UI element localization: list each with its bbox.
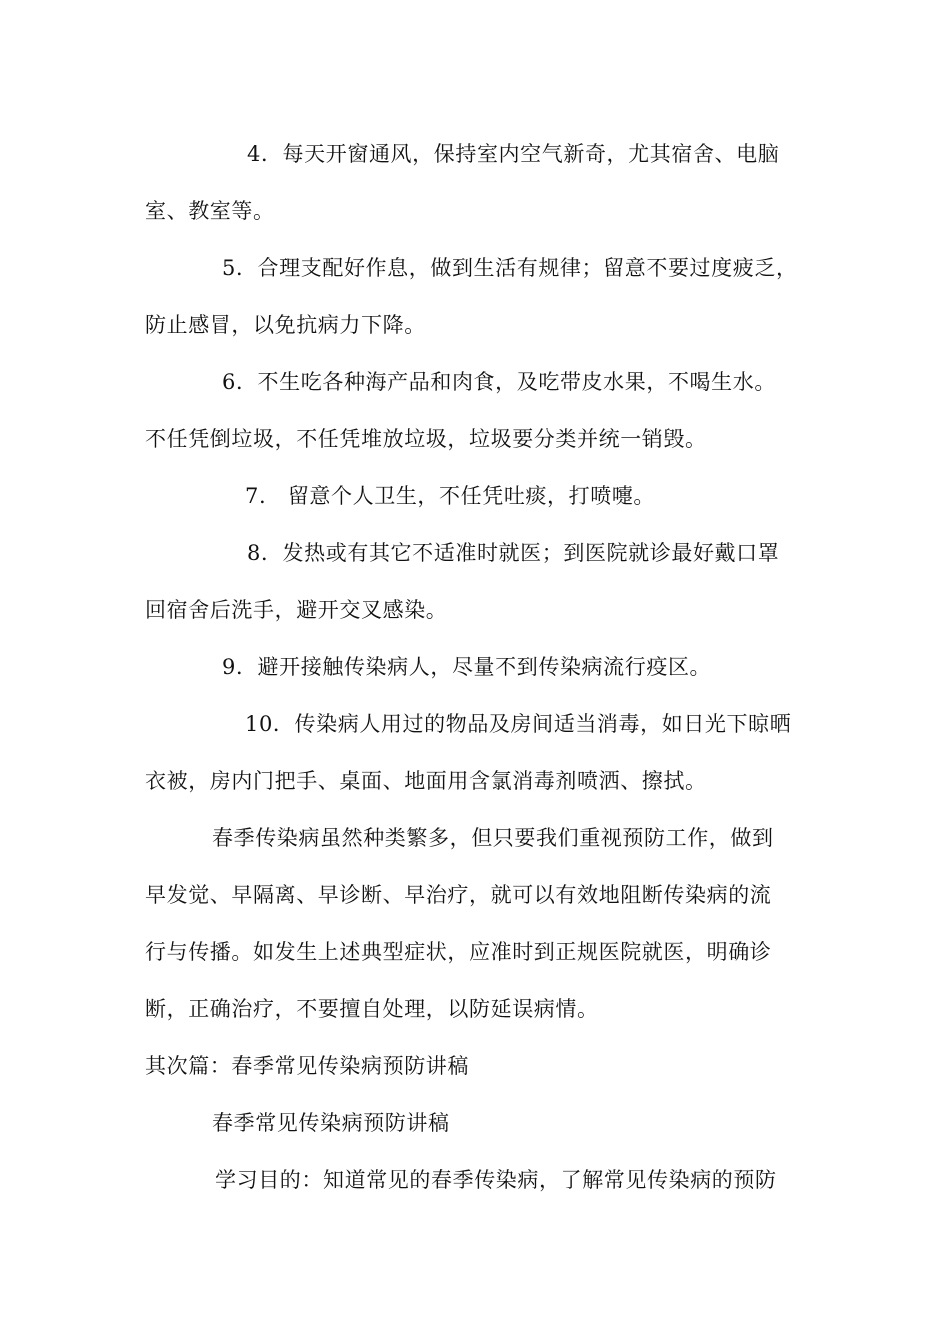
item-4-line-1: 4．每天开窗通风，保持室内空气新奇，尤其宿舍、电脑 — [247, 142, 780, 166]
item-9-line: 9．避开接触传染病人，尽量不到传染病流行疫区。 — [222, 655, 712, 679]
item-8-line-2: 回宿舍后洗手，避开交叉感染。 — [145, 598, 448, 622]
learning-objective-line: 学习目的：知道常见的春季传染病，了解常见传染病的预防 — [215, 1168, 777, 1192]
summary-line-1: 春季传染病虽然种类繁多，但只要我们重视预防工作，做到 — [212, 826, 774, 850]
item-10-line-2: 衣被，房内门把手、桌面、地面用含氯消毒剂喷洒、擦拭。 — [145, 769, 707, 793]
summary-line-2: 早发觉、早隔离、早诊断、早治疗，就可以有效地阻断传染病的流 — [145, 883, 772, 907]
item-5-line-1: 5．合理支配好作息，做到生活有规律；留意不要过度疲乏， — [222, 256, 798, 280]
item-6-line-2: 不任凭倒垃圾，不任凭堆放垃圾，垃圾要分类并统一销毁。 — [145, 427, 707, 451]
item-5-line-2: 防止感冒，以免抗病力下降。 — [145, 313, 426, 337]
lecture-title: 春季常见传染病预防讲稿 — [212, 1111, 450, 1135]
section-heading: 其次篇：春季常见传染病预防讲稿 — [145, 1054, 469, 1078]
item-6-line-1: 6．不生吃各种海产品和肉食，及吃带皮水果，不喝生水。 — [222, 370, 776, 394]
item-4-line-2: 室、教室等。 — [145, 199, 275, 223]
item-8-line-1: 8．发热或有其它不适准时就医；到医院就诊最好戴口罩 — [247, 541, 780, 565]
summary-line-3: 行与传播。如发生上述典型症状，应准时到正规医院就医，明确诊 — [145, 940, 772, 964]
summary-line-4: 断，正确治疗，不要擅自处理，以防延误病情。 — [145, 997, 599, 1021]
item-10-line-1: 10．传染病人用过的物品及房间适当消毒，如日光下晾晒 — [245, 712, 792, 736]
item-7-line: 7. 留意个人卫生，不任凭吐痰，打喷嚏。 — [245, 484, 656, 508]
